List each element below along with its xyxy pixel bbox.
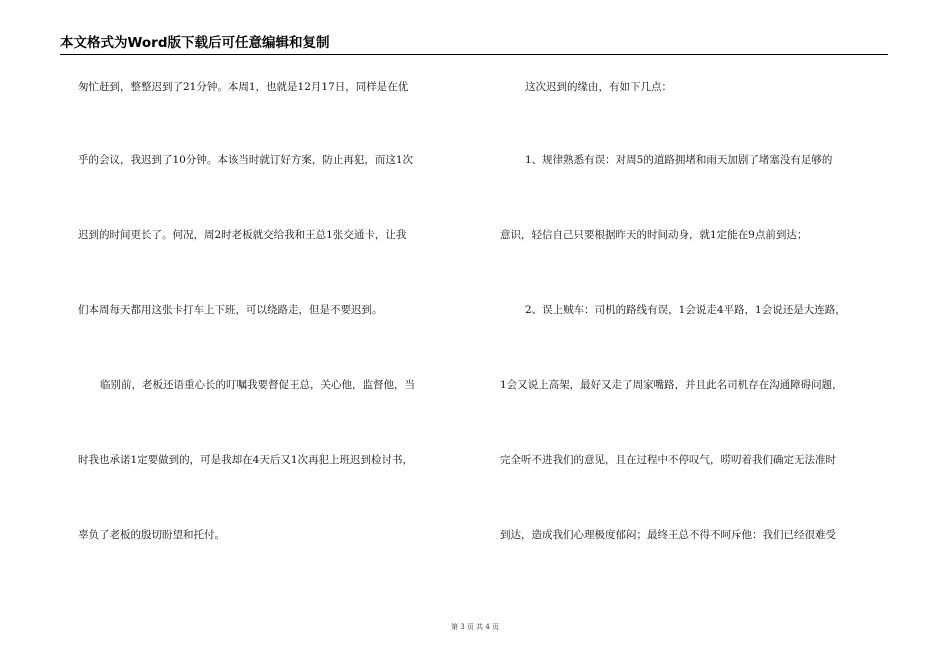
right-line-5: 1会又说上高架，最好又走了周家嘴路，并且此名司机存在沟通障碍问题， bbox=[500, 379, 843, 391]
left-line-6: 时我也承诺1定要做到的，可是我却在4天后又1次再犯上班迟到检讨书， bbox=[78, 454, 414, 466]
left-line-4: 们本周每天都用这张卡打车上下班，可以绕路走，但是不要迟到。 bbox=[78, 304, 383, 316]
page-number-footer: 第 3 页 共 4 页 bbox=[450, 623, 500, 631]
page-header bbox=[60, 34, 888, 55]
left-line-5: 临别前，老板还语重心长的叮嘱我要督促王总，关心他，监督他，当 bbox=[100, 379, 415, 391]
right-line-3: 意识，轻信自己只要根据昨天的时间动身，就1定能在9点前到达； bbox=[500, 229, 808, 241]
left-line-3: 迟到的时间更长了。何况，周2时老板就交给我和王总1张交通卡，让我 bbox=[78, 229, 407, 241]
left-line-2: 乎的会议，我迟到了10分钟。本该当时就订好方案，防止再犯，而这1次 bbox=[78, 154, 414, 166]
right-line-1: 这次迟到的缘由，有如下几点： bbox=[525, 81, 672, 93]
right-line-2: 1、规律熟悉有误：对周5的道路拥堵和雨天加剧了堵塞没有足够的 bbox=[525, 154, 833, 166]
right-line-4: 2、误上贼车：司机的路线有误，1会说走4平路，1会说还是大连路， bbox=[525, 304, 846, 316]
right-line-6: 完全听不进我们的意见，且在过程中不停叹气，唠叨着我们确定无法准时 bbox=[500, 454, 836, 466]
document-title: 本文格式为Word版下载后可任意编辑和复制 bbox=[60, 35, 330, 51]
right-line-7: 到达，造成我们心理极度郁闷；最终王总不得不呵斥他：我们已经很难受 bbox=[500, 529, 836, 541]
left-line-7: 辜负了老板的殷切盼望和托付。 bbox=[78, 529, 225, 541]
left-line-1: 匆忙赶到，整整迟到了21分钟。本周1，也就是12月17日，同样是在优 bbox=[78, 81, 409, 93]
